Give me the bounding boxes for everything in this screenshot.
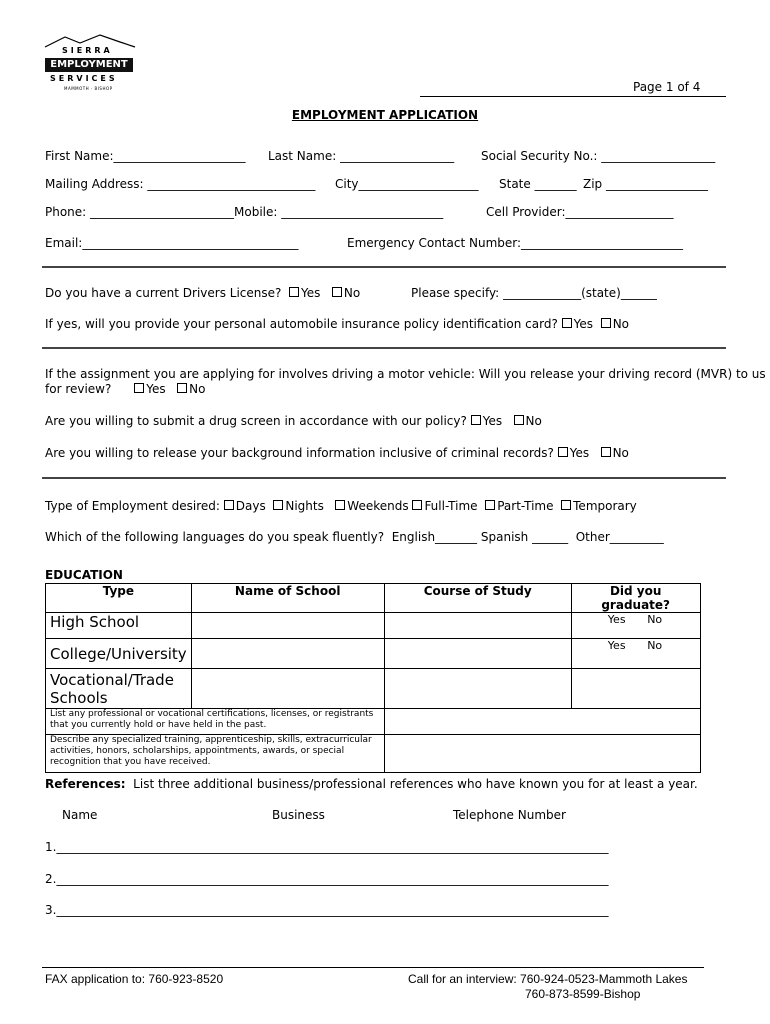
drug-screen-text: Are you willing to submit a drug screen in accordance with our policy? — [45, 414, 467, 428]
course-cell[interactable] — [384, 669, 571, 709]
training-prompt: Describe any specialized training, apprenticeship, skills, extracurricular activities, honors, scholarships, appointments, awards, or special recognition that you have received. — [46, 735, 385, 773]
temporary-checkbox[interactable] — [561, 500, 571, 510]
ref-col-business: Business — [272, 808, 325, 822]
grad-no[interactable]: No — [647, 613, 663, 626]
school-name-cell[interactable] — [191, 639, 384, 669]
table-row — [46, 709, 701, 735]
mvr-question-text: for review? — [45, 382, 112, 396]
specify-label: Please specify: — [411, 286, 500, 300]
course-cell[interactable] — [384, 613, 571, 639]
license-yes-checkbox[interactable] — [289, 287, 299, 297]
background-yes-checkbox[interactable] — [558, 447, 568, 457]
mvr-no-checkbox[interactable] — [177, 383, 187, 393]
references-text: List three additional business/professional references who have known you for at least a year. — [133, 777, 698, 791]
graduate-cell[interactable] — [571, 669, 700, 709]
grad-yes[interactable]: Yes — [607, 639, 626, 652]
interview-phone: Call for an interview: 760-924-0523-Mammoth Lakes — [408, 972, 688, 986]
emergency-contact-field[interactable]: Emergency Contact Number:___________________________ — [347, 236, 684, 250]
table-row — [46, 639, 701, 669]
graduate-cell[interactable] — [571, 639, 700, 669]
ref-col-phone: Telephone Number — [453, 808, 566, 822]
grad-yes[interactable]: Yes — [607, 613, 626, 626]
specify-blank[interactable]: _____________(state)______ — [503, 286, 657, 300]
reference-line-2[interactable]: 2.____________________________________________________________________________________________ — [45, 872, 609, 886]
fax-info: FAX application to: 760-923-8520 — [45, 972, 224, 986]
employment-type-label: Type of Employment desired: — [45, 499, 220, 513]
drug-screen-question — [45, 414, 542, 428]
background-no-checkbox[interactable] — [601, 447, 611, 457]
nights-checkbox[interactable] — [273, 500, 283, 510]
drug-no-checkbox[interactable] — [514, 415, 524, 425]
course-cell[interactable] — [384, 639, 571, 669]
cell-provider-field[interactable]: Cell Provider:__________________ — [486, 205, 674, 219]
other-language-field[interactable]: Other_________ — [575, 530, 664, 544]
days-checkbox[interactable] — [224, 500, 234, 510]
certifications-cell[interactable] — [384, 709, 700, 735]
mvr-question-line2 — [45, 382, 205, 396]
section-divider — [42, 477, 726, 479]
education-heading: EDUCATION — [45, 568, 123, 582]
school-name-cell[interactable] — [191, 669, 384, 709]
grad-no[interactable]: No — [647, 639, 663, 652]
insurance-yes-label: Yes — [573, 317, 594, 331]
school-name-cell[interactable] — [191, 613, 384, 639]
references-label: References: — [45, 777, 126, 791]
drug-yes-label: Yes — [482, 414, 503, 428]
section-divider — [42, 266, 726, 268]
section-divider — [42, 347, 726, 349]
col-school: Name of School — [191, 584, 384, 613]
employment-type-row — [45, 499, 637, 513]
col-graduate: Did you graduate? — [571, 584, 700, 613]
background-question — [45, 446, 629, 460]
footer-divider — [42, 967, 704, 968]
languages-row — [45, 530, 664, 544]
col-type: Type — [46, 584, 192, 613]
days-label: Days — [235, 499, 266, 513]
temporary-label: Temporary — [573, 499, 637, 513]
table-row — [46, 735, 701, 773]
row-high-school: High School — [46, 613, 192, 639]
fulltime-checkbox[interactable] — [412, 500, 422, 510]
ssn-field[interactable]: Social Security No.: ___________________ — [481, 149, 716, 163]
page-title: EMPLOYMENT APPLICATION — [291, 108, 479, 122]
insurance-question — [45, 317, 629, 331]
weekends-checkbox[interactable] — [335, 500, 345, 510]
row-college: College/University — [46, 639, 192, 669]
phone-mobile-field[interactable]: Phone: ________________________Mobile: ___________________________ — [45, 205, 444, 219]
company-logo — [40, 38, 140, 94]
fulltime-label: Full-Time — [424, 499, 478, 513]
mvr-yes-checkbox[interactable] — [134, 383, 144, 393]
logo-line-services: SERVICES — [50, 74, 118, 83]
parttime-label: Part-Time — [497, 499, 554, 513]
ref-col-name: Name — [62, 808, 98, 822]
reference-line-3[interactable]: 3.____________________________________________________________________________________________ — [45, 903, 609, 917]
background-text: Are you willing to release your background information inclusive of criminal records? — [45, 446, 554, 460]
references-intro — [45, 777, 698, 791]
insurance-no-label: No — [612, 317, 630, 331]
license-state-field[interactable] — [411, 286, 657, 300]
mvr-no-label: No — [189, 382, 206, 396]
education-table — [45, 583, 701, 773]
logo-line-employment: EMPLOYMENT — [45, 58, 133, 72]
spanish-field[interactable]: Spanish ______ — [480, 530, 569, 544]
certifications-prompt: List any professional or vocational certifications, licenses, or registrants that you currently hold or have held in the past. — [46, 709, 385, 735]
city-field[interactable]: City____________________ — [335, 177, 479, 191]
training-cell[interactable] — [384, 735, 700, 773]
bishop-phone: 760-873-8599-Bishop — [525, 987, 641, 1001]
last-name-field[interactable]: Last Name: ___________________ — [268, 149, 455, 163]
graduate-cell[interactable] — [571, 613, 700, 639]
email-field[interactable]: Email:____________________________________ — [45, 236, 299, 250]
nights-label: Nights — [285, 499, 324, 513]
first-name-field[interactable]: First Name:______________________ — [45, 149, 246, 163]
license-no-checkbox[interactable] — [332, 287, 342, 297]
zip-field[interactable]: Zip _________________ — [583, 177, 708, 191]
license-no-label: No — [343, 286, 361, 300]
insurance-yes-checkbox[interactable] — [562, 318, 572, 328]
insurance-no-checkbox[interactable] — [601, 318, 611, 328]
insurance-question-text: If yes, will you provide your personal automobile insurance policy identification card? — [45, 317, 558, 331]
background-no-label: No — [612, 446, 629, 460]
license-question-text: Do you have a current Drivers License? — [45, 286, 282, 300]
mvr-yes-label: Yes — [146, 382, 166, 396]
header-divider — [420, 96, 726, 97]
drug-no-label: No — [525, 414, 542, 428]
state-field[interactable]: State _______ — [499, 177, 577, 191]
license-question — [45, 286, 360, 300]
parttime-checkbox[interactable] — [485, 500, 495, 510]
drug-yes-checkbox[interactable] — [471, 415, 481, 425]
mvr-question-line1: If the assignment you are applying for involves driving a motor vehicle: Will you release your driving record (MVR) to us — [45, 367, 766, 381]
page-number: Page 1 of 4 — [633, 80, 701, 94]
english-field[interactable]: English_______ — [391, 530, 478, 544]
table-row — [46, 669, 701, 709]
logo-line-locations: MAMMOTH · BISHOP — [64, 86, 113, 91]
weekends-label: Weekends — [347, 499, 409, 513]
row-vocational: Vocational/Trade Schools — [46, 669, 192, 709]
languages-question: Which of the following languages do you speak fluently? — [45, 530, 385, 544]
logo-line-sierra: SIERRA — [62, 46, 113, 55]
mailing-address-field[interactable]: Mailing Address: ____________________________ — [45, 177, 316, 191]
license-yes-label: Yes — [301, 286, 321, 300]
col-course: Course of Study — [384, 584, 571, 613]
background-yes-label: Yes — [569, 446, 590, 460]
table-row — [46, 613, 701, 639]
reference-line-1[interactable]: 1.____________________________________________________________________________________________ — [45, 840, 609, 854]
